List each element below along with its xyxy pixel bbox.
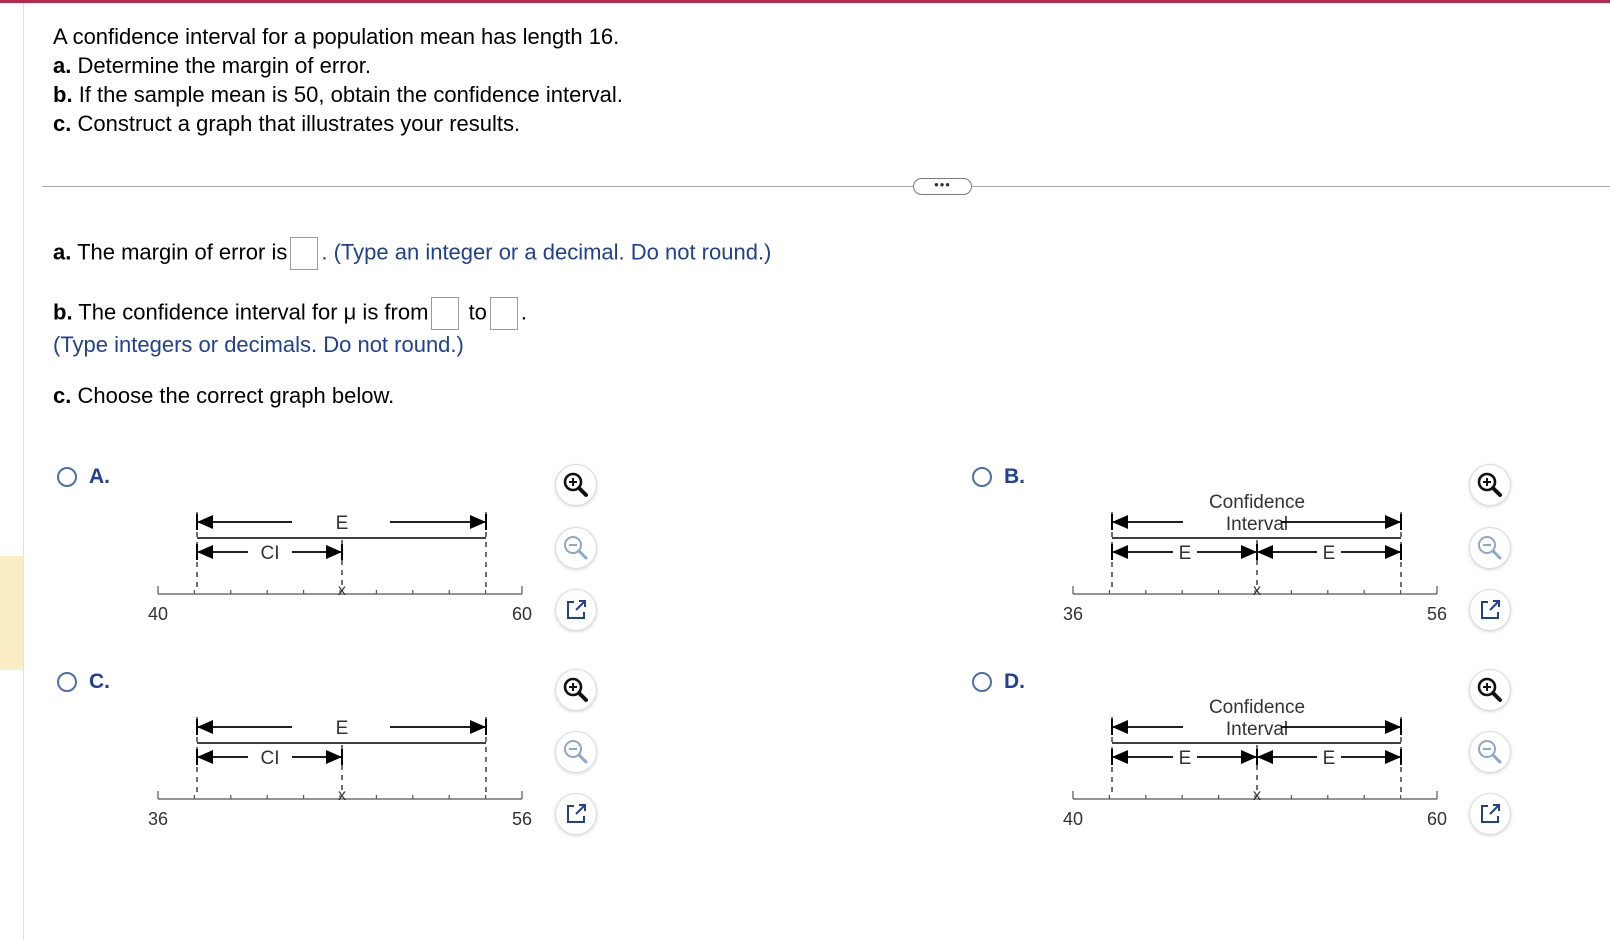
- arrow-head: [1385, 515, 1401, 529]
- zoom-in-icon: [1470, 670, 1510, 710]
- tick-label-min: 36: [1062, 604, 1084, 624]
- top-bracket-label: E: [335, 513, 349, 534]
- tick-label-min: 40: [147, 604, 169, 624]
- answer-a-row: a. The margin of error is . (Type an integer or a decimal. Do not round.): [53, 237, 771, 270]
- tick-label-min: 36: [147, 809, 169, 829]
- top-bracket-label: Interval: [1225, 719, 1289, 740]
- answer-c-row: c. Choose the correct graph below.: [53, 383, 395, 408]
- ci-upper-input[interactable]: [490, 297, 518, 330]
- option-b-graph: [1055, 492, 1495, 640]
- sample-mean-marker: x: [1253, 787, 1261, 804]
- top-bracket-label: Confidence: [1208, 492, 1306, 513]
- zoom-out-icon: [556, 528, 596, 568]
- problem-part-b: b. If the sample mean is 50, obtain the confidence interval.: [53, 82, 623, 107]
- problem-part-a: a. Determine the margin of error.: [53, 53, 371, 78]
- arrow-head: [1385, 750, 1401, 764]
- interval-graph: [1055, 492, 1495, 640]
- bottom-bracket-label: CI: [260, 543, 280, 564]
- option-a-zoom-in-button[interactable]: [556, 465, 596, 505]
- tick-label-max: 60: [511, 604, 533, 624]
- option-a-external-button[interactable]: [556, 590, 596, 630]
- bottom-bracket-label: E: [1178, 543, 1192, 564]
- option-b-external-button[interactable]: [1470, 590, 1510, 630]
- option-c-radio[interactable]: C.: [57, 670, 110, 694]
- interval-graph: [140, 500, 580, 640]
- radio-icon[interactable]: [57, 672, 77, 692]
- interval-graph: [1055, 697, 1495, 845]
- external-link-icon: [1470, 794, 1510, 834]
- arrow-head: [197, 545, 213, 559]
- bottom-bracket-label: CI: [260, 748, 280, 769]
- arrow-head: [1241, 545, 1257, 559]
- arrow-head: [1385, 545, 1401, 559]
- arrow-head: [197, 515, 213, 529]
- ci-lower-input[interactable]: [431, 297, 459, 330]
- arrow-head: [1112, 545, 1128, 559]
- zoom-in-icon: [556, 670, 596, 710]
- arrow-head: [197, 720, 213, 734]
- current-step-marker: [0, 556, 23, 670]
- arrow-head: [326, 545, 342, 559]
- option-c-zoom-in-button[interactable]: [556, 670, 596, 710]
- zoom-out-icon: [1470, 732, 1510, 772]
- zoom-in-icon: [1470, 465, 1510, 505]
- bottom-bracket-label: E: [1322, 543, 1336, 564]
- external-link-icon: [556, 590, 596, 630]
- top-accent-bar: [0, 0, 1610, 3]
- sample-mean-marker: x: [1253, 582, 1261, 599]
- problem-part-c: c. Construct a graph that illustrates your results.: [53, 111, 521, 136]
- option-d-radio[interactable]: D.: [972, 670, 1025, 694]
- sample-mean-marker: x: [338, 787, 346, 804]
- arrow-head: [470, 515, 486, 529]
- option-c-zoom-out-button[interactable]: [556, 732, 596, 772]
- option-c-graph: [140, 705, 580, 845]
- arrow-head: [1257, 750, 1273, 764]
- option-a-radio[interactable]: A.: [57, 465, 110, 489]
- arrow-head: [1112, 720, 1128, 734]
- arrow-head: [1385, 720, 1401, 734]
- top-bracket-label: E: [335, 718, 349, 739]
- tick-label-max: 56: [511, 809, 533, 829]
- interval-graph: [140, 705, 580, 845]
- option-d-graph: [1055, 697, 1495, 845]
- option-b-zoom-in-button[interactable]: [1470, 465, 1510, 505]
- option-b-zoom-out-button[interactable]: [1470, 528, 1510, 568]
- external-link-icon: [1470, 590, 1510, 630]
- arrow-head: [1257, 545, 1273, 559]
- answer-b-row: b. The confidence interval for μ is from to .: [53, 297, 527, 330]
- arrow-head: [1112, 515, 1128, 529]
- zoom-in-icon: [556, 465, 596, 505]
- radio-icon[interactable]: [57, 467, 77, 487]
- expand-more-button[interactable]: •••: [913, 178, 972, 195]
- arrow-head: [326, 750, 342, 764]
- top-bracket-label: Confidence: [1208, 697, 1306, 718]
- option-c-external-button[interactable]: [556, 794, 596, 834]
- section-divider: [42, 186, 1610, 187]
- margin-of-error-input[interactable]: [290, 237, 318, 270]
- radio-icon[interactable]: [972, 467, 992, 487]
- option-b-radio[interactable]: B.: [972, 465, 1025, 489]
- bottom-bracket-label: E: [1178, 748, 1192, 769]
- zoom-out-icon: [1470, 528, 1510, 568]
- top-bracket-label: Interval: [1225, 514, 1289, 535]
- bottom-bracket-label: E: [1322, 748, 1336, 769]
- arrow-head: [197, 750, 213, 764]
- problem-statement: [53, 22, 623, 138]
- option-a-graph: [140, 500, 580, 640]
- sample-mean-marker: x: [338, 582, 346, 599]
- radio-icon[interactable]: [972, 672, 992, 692]
- answer-b-hint: (Type integers or decimals. Do not round.): [53, 332, 464, 357]
- option-d-zoom-out-button[interactable]: [1470, 732, 1510, 772]
- arrow-head: [470, 720, 486, 734]
- external-link-icon: [556, 794, 596, 834]
- tick-label-max: 60: [1426, 809, 1448, 829]
- problem-intro: A confidence interval for a population mean has length 16.: [53, 24, 620, 49]
- tick-label-min: 40: [1062, 809, 1084, 829]
- option-d-external-button[interactable]: [1470, 794, 1510, 834]
- left-rule: [23, 3, 24, 940]
- arrow-head: [1241, 750, 1257, 764]
- arrow-head: [1112, 750, 1128, 764]
- tick-label-max: 56: [1426, 604, 1448, 624]
- option-d-zoom-in-button[interactable]: [1470, 670, 1510, 710]
- option-a-zoom-out-button[interactable]: [556, 528, 596, 568]
- zoom-out-icon: [556, 732, 596, 772]
